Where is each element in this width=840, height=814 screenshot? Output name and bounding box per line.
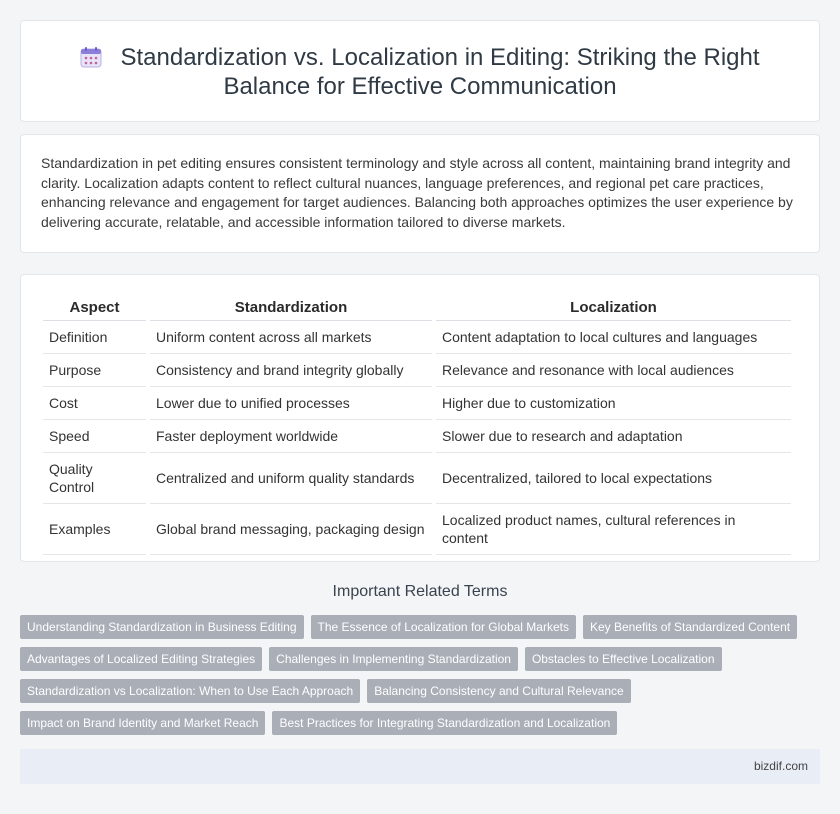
cell-aspect: Cost <box>43 387 146 420</box>
header-aspect: Aspect <box>43 293 146 321</box>
related-terms-list <box>20 615 820 735</box>
related-term-tag[interactable]: Challenges in Implementing Standardization <box>269 647 518 671</box>
related-term-tag[interactable]: Standardization vs Localization: When to Use Each Approach <box>20 679 360 703</box>
table-row <box>43 504 791 555</box>
table-row <box>43 453 791 504</box>
cell-aspect: Speed <box>43 420 146 453</box>
cell-localization: Slower due to research and adaptation <box>436 420 791 453</box>
page-title <box>21 43 819 101</box>
intro-paragraph: Standardization in pet editing ensures consistent terminology and style across all content, maintaining brand integrity and clarity. Localization adapts content to reflect cultural nuances, language preferences, and regional pet care practices, enhancing relevance and engagement for target audiences. Balancing both approaches optimizes the user experience by delivering accurate, relatable, and accessible information tailored to diverse markets. <box>41 155 793 230</box>
cell-aspect: Examples <box>43 504 146 555</box>
related-term-tag[interactable]: Balancing Consistency and Cultural Relevance <box>367 679 630 703</box>
cell-aspect: Definition <box>43 321 146 354</box>
cell-localization: Decentralized, tailored to local expectations <box>436 453 791 504</box>
cell-localization: Content adaptation to local cultures and languages <box>436 321 791 354</box>
table-header-row <box>43 293 791 321</box>
calendar-icon <box>80 46 102 68</box>
header-standardization: Standardization <box>150 293 432 321</box>
cell-standardization: Global brand messaging, packaging design <box>150 504 432 555</box>
cell-standardization: Consistency and brand integrity globally <box>150 354 432 387</box>
related-terms-title: Important Related Terms <box>332 583 508 600</box>
footer <box>20 749 820 784</box>
related-term-tag[interactable]: Advantages of Localized Editing Strategies <box>20 647 262 671</box>
cell-standardization: Centralized and uniform quality standards <box>150 453 432 504</box>
table-row <box>43 354 791 387</box>
related-term-tag[interactable]: Key Benefits of Standardized Content <box>583 615 797 639</box>
related-term-tag[interactable]: Impact on Brand Identity and Market Reach <box>20 711 265 735</box>
table-row <box>43 420 791 453</box>
cell-localization: Relevance and resonance with local audiences <box>436 354 791 387</box>
comparison-table <box>39 293 795 555</box>
cell-aspect: Purpose <box>43 354 146 387</box>
related-term-tag[interactable]: Best Practices for Integrating Standardization and Localization <box>272 711 617 735</box>
cell-standardization: Faster deployment worldwide <box>150 420 432 453</box>
header-localization: Localization <box>436 293 791 321</box>
cell-standardization: Lower due to unified processes <box>150 387 432 420</box>
related-term-tag[interactable]: Understanding Standardization in Business Editing <box>20 615 304 639</box>
intro-card <box>20 134 820 253</box>
related-term-tag[interactable]: Obstacles to Effective Localization <box>525 647 722 671</box>
cell-localization: Localized product names, cultural references in content <box>436 504 791 555</box>
footer-brand[interactable]: bizdif.com <box>753 759 808 773</box>
comparison-table-card <box>20 274 820 562</box>
related-term-tag[interactable]: The Essence of Localization for Global Markets <box>311 615 576 639</box>
cell-aspect: Quality Control <box>43 453 146 504</box>
header-card <box>20 20 820 122</box>
cell-localization: Higher due to customization <box>436 387 791 420</box>
table-row <box>43 321 791 354</box>
table-row <box>43 387 791 420</box>
cell-standardization: Uniform content across all markets <box>150 321 432 354</box>
page-title-text: Standardization vs. Localization in Editing: Striking the Right Balance for Effective Communication <box>120 44 760 100</box>
